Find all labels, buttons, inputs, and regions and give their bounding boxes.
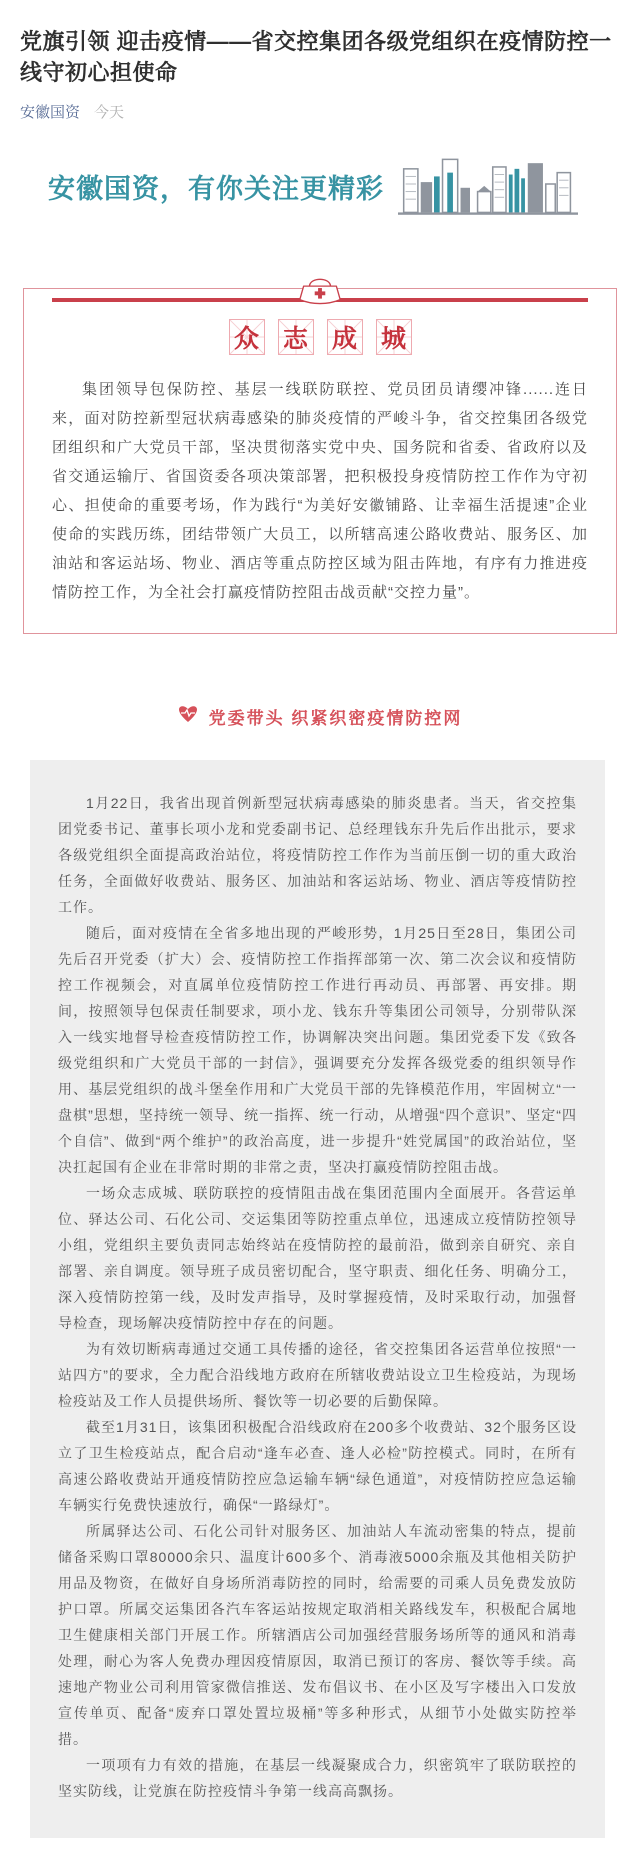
publish-date: 今天 [94, 104, 125, 121]
account-name-link[interactable]: 安徽国资 [20, 104, 81, 121]
article-paragraph: 一项项有力有效的措施，在基层一线凝聚成合力，织密筑牢了联防联控的坚实防线，让党旗在防控疫情斗争第一线高高飘扬。 [58, 1757, 577, 1799]
slogan-char-box [376, 319, 412, 355]
article-paragraph: 为有效切断病毒通过交通工具传播的途径，省交控集团各运营单位按照“一站四方”的要求，全力配合沿线地方政府在所辖收费站设立卫生检疫站，为现场检疫站及工作人员提供场所、餐饮等一切必要的后勤保障。 [58, 1341, 577, 1409]
article-paragraph: 随后，面对疫情在全省多地出现的严峻形势，1月25日至28日，集团公司先后召开党委（扩大）会、疫情防控工作指挥部第一次、第二次会议和疫情防控工作视频会，对直属单位疫情防控工作进行再动员、再部署、再安排。期间，按照领导包保责任制要求，项小龙、钱东升等集团公司领导，分别带队深入一线实地督导检查疫情防控工作，协调解决突出问题。集团党委下发《致各级党组织和广大党员干部的一封信》，强调要充分发挥各级党委的组织领导作用、基层党组织的战斗堡垒作用和广大党员干部的先锋模范作用，牢固树立“一盘棋”思想，坚持统一领导、统一指挥、统一行动，从增强“四个意识”、坚定“四个自信”、做到“两个维护”的政治高度，进一步提升“姓党属国”的政治站位，坚决扛起国有企业在非常时期的非常之责，坚决打赢疫情防控阻击战。 [58, 925, 577, 1175]
slogan-char-box [229, 319, 265, 355]
bottom-spacer [0, 1838, 640, 1863]
heart-icon [178, 705, 198, 728]
banner-image[interactable] [0, 150, 640, 222]
slogan-char-box [327, 319, 363, 355]
cityscape-icon [398, 149, 578, 224]
section-heading [0, 704, 640, 729]
article-title: 党旗引领 迎击疫情——省交控集团各级党组织在疫情防控一线守初心担使命 [20, 29, 612, 85]
slogan-char: 众 [233, 325, 259, 353]
nurse-cap-icon [295, 272, 345, 306]
article-paragraph: 1月22日，我省出现首例新型冠状病毒感染的肺炎患者。当天，省交控集团党委书记、董事长项小龙和党委副书记、总经理钱东升先后作出批示，要求各级党组织全面提高政治站位，将疫情防控工作作为当前压倒一切的重大政治任务，全面做好收费站、服务区、加油站和客运站场、物业、酒店等疫情防控工作。 [58, 795, 577, 915]
article-paragraph: 所属驿达公司、石化公司针对服务区、加油站人车流动密集的特点，提前储备采购口罩80000余只、温度计600多个、消毒液5000余瓶及其他相关防护用品及物资，在做好自身场所消毒防控的同时，给需要的司乘人员免费发放防护口罩。所属交运集团各汽车客运站按规定取消相关路线发车，积极配合属地卫生健康相关部门开展工作。所辖酒店公司加强经营服务场所等的通风和消毒处理，耐心为客人免费办理因疫情原因，取消已预订的客房、餐饮等手续。高速地产物业公司利用管家微信推送、发布倡议书、在小区及写字楼出入口发放宣传单页、配备“废弃口罩处置垃圾桶”等多种形式，从细节小处做实防控举措。 [58, 1523, 577, 1747]
article-meta [20, 101, 620, 122]
slogan-char-box [278, 319, 314, 355]
article-paragraph: 一场众志成城、联防联控的疫情阻击战在集团范围内全面展开。各营运单位、驿达公司、石化公司、交运集团等防控重点单位，迅速成立疫情防控领导小组，党组织主要负责同志始终站在疫情防控的最前沿，做到亲自研究、亲自部署、亲自调度。领导班子成员密切配合，坚守职责、细化任务、明确分工，深入疫情防控第一线，及时发声指导，及时掌握疫情，及时采取行动，加强督导检查，现场解决疫情防控中存在的问题。 [58, 1185, 577, 1331]
banner-slogan-text: 安徽国资，有你关注更精彩 [48, 173, 384, 204]
article-body [30, 760, 605, 1838]
section-heading-text: 党委带头 织紧织密疫情防控网 [208, 709, 463, 728]
slogan-char: 成 [331, 325, 357, 353]
slogan-char: 城 [380, 325, 406, 353]
slogan-characters [24, 319, 616, 355]
slogan-card [23, 288, 617, 634]
slogan-char: 志 [282, 325, 308, 353]
article-paragraph: 截至1月31日，该集团积极配合沿线政府在200多个收费站、32个服务区设立了卫生检疫站点，配合启动“逢车必查、逢人必检”防控模式。同时，在所有高速公路收费站开通疫情防控应急运输车辆“绿色通道”，对疫情防控应急运输车辆实行免费快速放行，确保“一路绿灯”。 [58, 1419, 577, 1513]
lede-paragraph: 集团领导包保防控、基层一线联防联控、党员团员请缨冲锋......连日来，面对防控新型冠状病毒感染的肺炎疫情的严峻斗争，省交控集团各级党团组织和广大党员干部，坚决贯彻落实党中央、国务院和省委、省政府以及省交通运输厅、省国资委各项决策部署，把积极投身疫情防控工作作为守初心、担使命的重要考场，作为践行“为美好安徽铺路、让幸福生活提速”企业使命的实践历练，团结带领广大员工，以所辖高速公路收费站、服务区、加油站和客运站场、物业、酒店等重点防控区域为阻击阵地，有序有力推进疫情防控工作，为全社会打赢疫情防控阻击战贡献“交控力量”。 [52, 381, 588, 601]
